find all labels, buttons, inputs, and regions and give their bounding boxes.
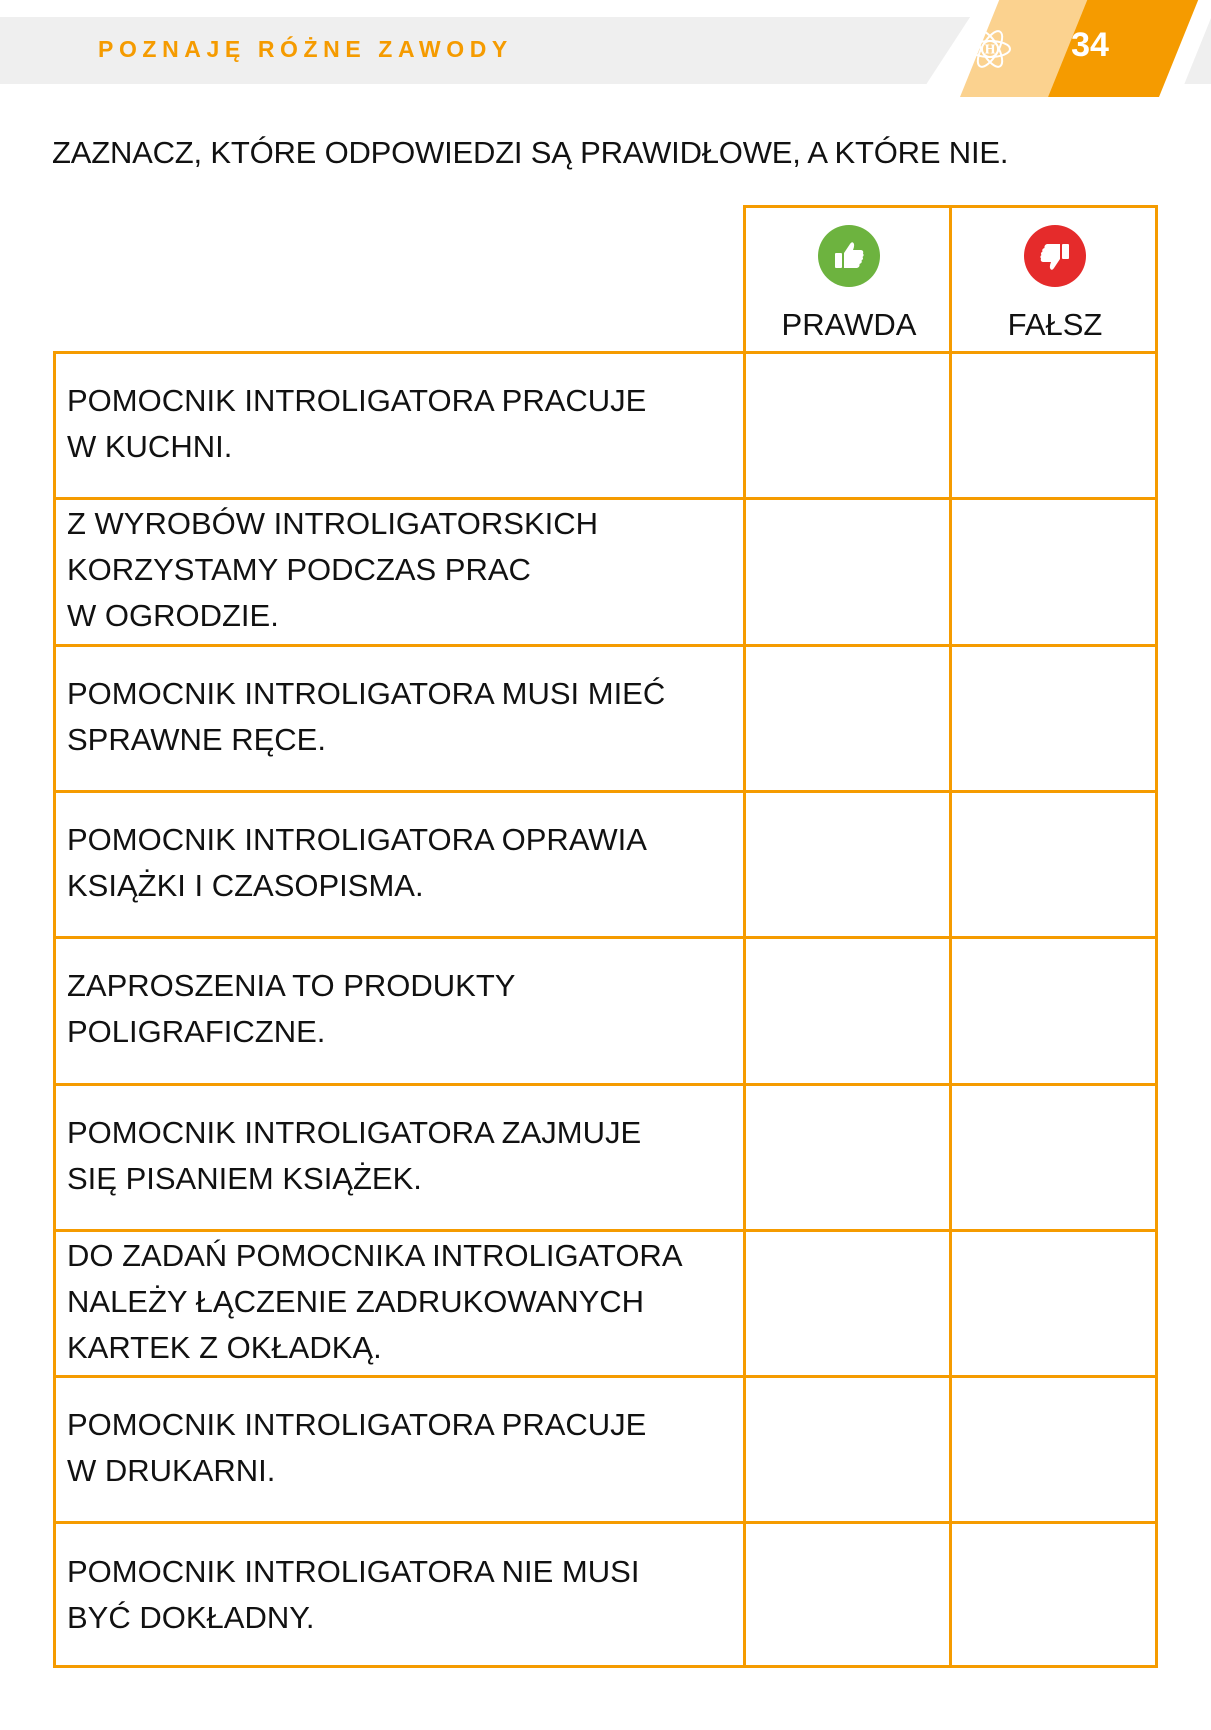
statement-line: ZAPROSZENIA TO PRODUKTY (67, 968, 516, 1004)
statement-line: POLIGRAFICZNE. (67, 1014, 326, 1050)
table-row (53, 351, 1158, 497)
thumbs-up-icon (818, 225, 880, 287)
answer-cell-true[interactable] (746, 1378, 949, 1521)
statement-text (67, 790, 747, 936)
statement-line: KORZYSTAMY PODCZAS PRAC (67, 552, 531, 588)
statement-text (67, 644, 747, 790)
statement-line: POMOCNIK INTROLIGATORA MUSI MIEĆ (67, 675, 666, 711)
column-header-false (952, 205, 1158, 343)
atom-h-icon (968, 27, 1012, 71)
answer-cell-false[interactable] (952, 647, 1155, 790)
statement-line: POMOCNIK INTROLIGATORA PRACUJE (67, 383, 647, 419)
statement-text (67, 1229, 747, 1375)
table-row (53, 936, 1158, 1082)
answer-cell-true[interactable] (746, 1232, 949, 1375)
thumbs-down-icon (1024, 225, 1086, 287)
answer-cell-true[interactable] (746, 500, 949, 643)
table-row (53, 1375, 1158, 1521)
answer-cell-false[interactable] (952, 1086, 1155, 1229)
answer-cell-false[interactable] (952, 939, 1155, 1082)
answer-cell-true[interactable] (746, 1086, 949, 1229)
statement-line: DO ZADAŃ POMOCNIKA INTROLIGATORA (67, 1237, 683, 1273)
table-row (53, 790, 1158, 936)
column-header-true (746, 205, 952, 343)
statement-line: POMOCNIK INTROLIGATORA PRACUJE (67, 1407, 647, 1443)
answer-cell-false[interactable] (952, 793, 1155, 936)
answer-cell-true[interactable] (746, 793, 949, 936)
answer-cell-false[interactable] (952, 1524, 1155, 1667)
true-false-table (53, 205, 1158, 1668)
statement-text (67, 1521, 747, 1667)
instruction-text: ZAZNACZ, KTÓRE ODPOWIEDZI SĄ PRAWIDŁOWE, A KTÓRE NIE. (52, 135, 1009, 170)
statement-line: POMOCNIK INTROLIGATORA ZAJMUJE (67, 1114, 642, 1150)
table-row (53, 1521, 1158, 1667)
statement-line: NALEŻY ŁĄCZENIE ZADRUKOWANYCH (67, 1283, 645, 1319)
statement-text (67, 1083, 747, 1229)
svg-text:H: H (984, 42, 996, 57)
table-border (53, 1665, 1158, 1668)
answer-cell-false[interactable] (952, 354, 1155, 497)
statement-line: SPRAWNE RĘCE. (67, 721, 326, 757)
section-title: POZNAJĘ RÓŻNE ZAWODY (98, 36, 513, 62)
statement-text (67, 936, 747, 1082)
answer-cell-false[interactable] (952, 500, 1155, 643)
answer-cell-true[interactable] (746, 1524, 949, 1667)
statement-line: SIĘ PISANIEM KSIĄŻEK. (67, 1160, 422, 1196)
statement-text (67, 351, 747, 497)
statement-line: BYĆ DOKŁADNY. (67, 1599, 315, 1635)
column-label-true: PRAWDA (781, 307, 917, 342)
column-label-false: FAŁSZ (1007, 307, 1103, 342)
page-number: 34 (1071, 26, 1109, 64)
statement-line: KARTEK Z OKŁADKĄ. (67, 1329, 382, 1365)
table-row (53, 1229, 1158, 1375)
statement-line: POMOCNIK INTROLIGATORA NIE MUSI (67, 1553, 640, 1589)
statement-line: POMOCNIK INTROLIGATORA OPRAWIA (67, 822, 647, 858)
answer-cell-false[interactable] (952, 1378, 1155, 1521)
statement-line: Z WYROBÓW INTROLIGATORSKICH (67, 506, 599, 542)
statement-line: W OGRODZIE. (67, 598, 279, 634)
answer-cell-true[interactable] (746, 647, 949, 790)
statement-line: W KUCHNI. (67, 429, 233, 465)
table-row (53, 1083, 1158, 1229)
answer-cell-true[interactable] (746, 354, 949, 497)
statement-text (67, 497, 747, 643)
answer-cell-true[interactable] (746, 939, 949, 1082)
statement-line: KSIĄŻKI I CZASOPISMA. (67, 868, 424, 904)
table-row (53, 497, 1158, 643)
statement-line: W DRUKARNI. (67, 1453, 276, 1489)
table-row (53, 644, 1158, 790)
answer-cell-false[interactable] (952, 1232, 1155, 1375)
statement-text (67, 1375, 747, 1521)
